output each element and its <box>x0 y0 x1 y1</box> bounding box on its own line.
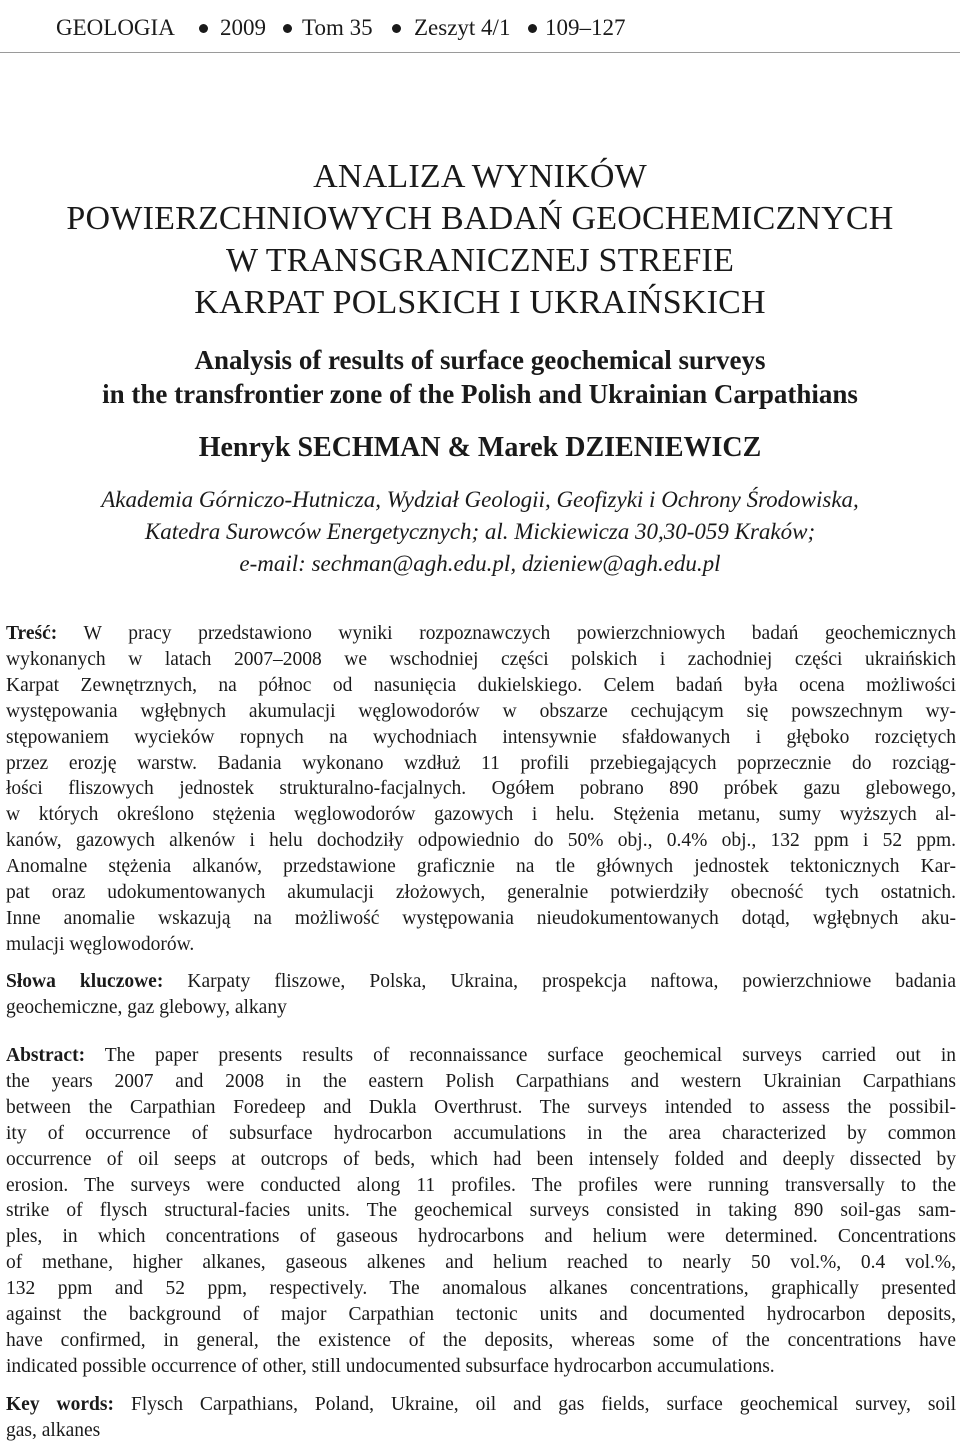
paragraph-line: w których określono stężenia węglowodorów gazowych i helu. Stężenia metanu, sumy wyższych al- <box>6 804 956 826</box>
paragraph-line: ity of occurrence of subsurface hydrocarbon accumulations in the area characterized by common <box>6 1122 956 1144</box>
paragraph-line: pat oraz udokumentowanych akumulacji złożowych, generalnie potwierdziły obecność tych ostatnich. <box>6 882 956 904</box>
title-line: Analysis of results of surface geochemical surveys <box>194 345 766 375</box>
title-line: ANALIZA WYNIKÓW <box>313 158 647 195</box>
journal-pages: 109–127 <box>545 15 626 40</box>
paragraph-line: stępowaniem wycieków ropnych na wychodniach intensywnie sfałdowanych i głęboko rozciętych <box>6 726 956 748</box>
paragraph-line: łości fliszowych jednostek strukturalno-facjalnych. Ogółem pobrano 890 próbek gazu glebowego, <box>6 778 956 800</box>
paragraph-line: ples, in which concentrations of gaseous hydrocarbons and helium were determined. Concentrations <box>6 1226 956 1248</box>
keywords-english <box>6 1392 956 1444</box>
keywords-polish <box>6 969 956 1021</box>
paragraph-line: Inne anomalie wskazują na możliwość występowania nieudokumentowanych dotąd, wgłębnych aku- <box>6 907 956 929</box>
paragraph-line: występowania wgłębnych akumulacji węglowodorów w obszarze cechującym się powszechnym wy- <box>6 700 956 722</box>
paragraph-line: przez erozję warstw. Badania wykonano wzdłuż 11 profili przebiegających poprzecznie do rozciąg- <box>6 752 956 774</box>
journal-year: 2009 <box>220 15 266 40</box>
journal-issue: Zeszyt 4/1 <box>414 15 511 40</box>
bullet-separator <box>528 24 537 33</box>
paragraph-line: The paper presents results of reconnaissance surface geochemical surveys carried out in <box>85 1045 956 1066</box>
title-line: W TRANSGRANICZNEJ STREFIE <box>225 242 735 279</box>
abstract-english-label: Abstract: <box>6 1045 86 1066</box>
paragraph-line: wykonanych w latach 2007–2008 we wschodniej części polskich i zachodniej części ukraińskich <box>6 648 956 670</box>
paragraph-line: between the Carpathian Foredeep and Dukla Overthrust. The surveys intended to assess the possibil- <box>6 1096 956 1118</box>
journal-name: GEOLOGIA <box>56 15 175 40</box>
paragraph-line: gas, alkanes <box>6 1419 101 1441</box>
journal-volume: Tom 35 <box>302 15 373 40</box>
paragraph-line: the years 2007 and 2008 in the eastern Polish Carpathians and western Ukrainian Carpathians <box>6 1070 956 1092</box>
title-english <box>0 343 960 411</box>
affiliation <box>0 484 960 580</box>
authors: Henryk SECHMAN & Marek DZIENIEWICZ <box>198 432 762 463</box>
bullet-separator <box>199 24 208 33</box>
paragraph-line: have confirmed, in general, the existence of the deposits, whereas some of the concentrations have <box>6 1329 956 1351</box>
abstract-polish-label: Treść: <box>6 623 58 644</box>
affiliation-line: Katedra Surowców Energetycznych; al. Mickiewicza 30,30-059 Kraków; <box>144 519 816 544</box>
journal-header <box>0 8 690 48</box>
bullet-separator <box>392 24 401 33</box>
header-divider <box>0 52 960 53</box>
paragraph-line: of methane, higher alkanes, gaseous alkenes and helium reached to nearly 50 vol.%, 0.4 vol.%, <box>6 1252 956 1274</box>
paragraph-line: mulacji węglowodorów. <box>6 933 195 955</box>
bullet-separator <box>283 24 292 33</box>
affiliation-line: e-mail: sechman@agh.edu.pl, dzieniew@agh.edu.pl <box>239 551 721 576</box>
paragraph-line: occurrence of oil seeps at outcrops of beds, which had been intensely folded and deeply dissected by <box>6 1148 956 1170</box>
paragraph-line: strike of flysch structural-facies units. The geochemical surveys consisted in taking 890 soil-gas sam- <box>6 1200 956 1222</box>
paragraph-line: Flysch Carpathians, Poland, Ukraine, oil and gas fields, surface geochemical survey, soil <box>113 1394 956 1415</box>
keywords-english-label: Key words: <box>6 1394 114 1415</box>
paragraph-line: 132 ppm and 52 ppm, respectively. The anomalous alkanes concentrations, graphically presented <box>6 1278 956 1300</box>
title-line: POWIERZCHNIOWYCH BADAŃ GEOCHEMICZNYCH <box>66 200 894 237</box>
paragraph-line: kanów, gazowych alkenów i helu dochodziły odpowiednio do 50% obj., 0.4% obj., 132 ppm i 52 ppm. <box>6 830 956 852</box>
title-line: KARPAT POLSKICH I UKRAIŃSKICH <box>194 284 766 321</box>
title-polish <box>0 156 960 324</box>
paragraph-line: against the background of major Carpathian tectonic units and documented hydrocarbon deposits, <box>6 1304 956 1326</box>
title-line: in the transfrontier zone of the Polish and Ukrainian Carpathians <box>102 379 858 409</box>
keywords-polish-label: Słowa kluczowe: <box>6 971 164 992</box>
paragraph-line: geochemiczne, gaz glebowy, alkany <box>6 996 287 1018</box>
paragraph-line: Anomalne stężenia alkanów, przedstawione graficznie na tle głównych jednostek tektonicznych Kar- <box>6 856 956 878</box>
paragraph-line: Karpaty fliszowe, Polska, Ukraina, prospekcja naftowa, powierzchniowe badania <box>163 971 956 992</box>
paragraph-line: Karpat Zewnętrznych, na północ od nasunięcia dukielskiego. Celem badań była ocena możliwości <box>6 674 956 696</box>
abstract-english <box>6 1043 956 1380</box>
paragraph-line: W pracy przedstawiono wyniki rozpoznawczych powierzchniowych badań geochemicznych <box>57 623 956 644</box>
affiliation-line: Akademia Górniczo-Hutnicza, Wydział Geologii, Geofizyki i Ochrony Środowiska, <box>101 487 859 512</box>
paragraph-line: erosion. The surveys were conducted along 11 profiles. The profiles were running transversally to the <box>6 1174 956 1196</box>
abstract-polish <box>6 621 956 958</box>
paragraph-line: indicated possible occurrence of other, still undocumented subsurface hydrocarbon accumulations. <box>6 1355 775 1377</box>
